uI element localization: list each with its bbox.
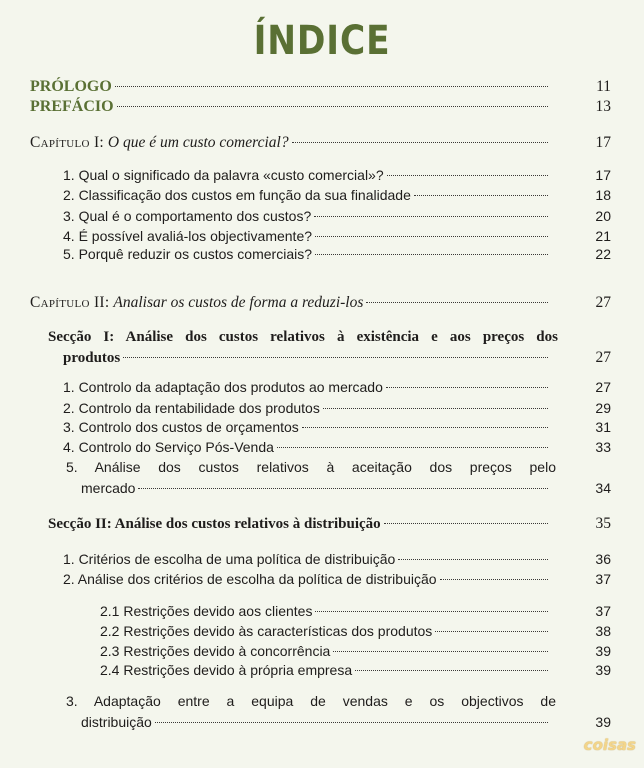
- toc-subitem-page: 37: [595, 603, 611, 619]
- toc-item[interactable]: [0, 568, 644, 590]
- toc-subitem-label: 2.3 Restrições devido à concorrência: [100, 643, 331, 659]
- toc-entry-page: 13: [595, 98, 611, 115]
- toc-subitem[interactable]: [0, 600, 644, 622]
- toc-item-label-line-1: 3. Adaptação entre a equipa de vendas e os objectivos de: [66, 693, 556, 709]
- dot-leader: [355, 670, 548, 671]
- toc-item-page: 34: [595, 480, 611, 496]
- dot-leader: [115, 86, 548, 87]
- dot-leader: [387, 175, 548, 176]
- dot-leader: [398, 559, 548, 560]
- chapter-prefix: Capítulo I:: [30, 134, 105, 151]
- toc-item[interactable]: [0, 164, 644, 186]
- toc-entry-prologo[interactable]: [0, 76, 644, 98]
- toc-item-label-line-1: 5. Análise dos custos relativos à aceitação dos preços pelo: [66, 459, 556, 475]
- toc-item-label: 4. É possível avaliá-los objectivamente?: [63, 228, 313, 244]
- toc-item-page: 31: [595, 419, 611, 435]
- chapter-title: O que é um custo comercial?: [107, 134, 289, 151]
- toc-item-page: 20: [595, 208, 611, 224]
- dot-leader: [117, 106, 548, 107]
- toc-item-page: 21: [595, 228, 611, 244]
- toc-chapter-1[interactable]: [0, 132, 644, 154]
- dot-leader: [435, 631, 548, 632]
- section-line-1: Secção I: Análise dos custos relativos à existência e aos preços dos: [48, 329, 558, 345]
- dot-leader: [315, 236, 548, 237]
- chapter-prefix: Capítulo II:: [30, 294, 110, 311]
- toc-item-label: 1. Qual o significado da palavra «custo comercial»?: [63, 167, 384, 183]
- toc-subitem-label: 2.2 Restrições devido às características dos produtos: [100, 623, 433, 639]
- dot-leader: [386, 387, 548, 388]
- toc-item-page: 29: [595, 400, 611, 416]
- toc-item[interactable]: [0, 376, 644, 398]
- toc-entry-page: 27: [595, 294, 611, 311]
- dot-leader: [323, 408, 548, 409]
- toc-item[interactable]: [0, 436, 644, 458]
- toc-subitem-label: 2.1 Restrições devido aos clientes: [100, 603, 313, 619]
- dot-leader: [414, 195, 548, 196]
- dot-leader: [333, 651, 548, 652]
- toc-item-label: 5. Porquê reduzir os custos comerciais?: [63, 246, 312, 262]
- dot-leader: [366, 302, 548, 303]
- toc-section-1[interactable]: [0, 327, 644, 369]
- dot-leader: [302, 427, 548, 428]
- dot-leader: [277, 447, 548, 448]
- toc-item-label: 2. Controlo da rentabilidade dos produtos: [63, 400, 320, 416]
- dot-leader: [384, 523, 548, 524]
- dot-leader: [123, 357, 548, 358]
- toc-item[interactable]: [0, 205, 644, 227]
- toc-entry-page: 17: [595, 134, 611, 151]
- toc-entry-page: 27: [595, 349, 611, 366]
- dot-leader: [155, 722, 548, 723]
- toc-item[interactable]: [0, 184, 644, 206]
- chapter-title: Analisar os custos de forma a reduzi-los: [113, 294, 364, 311]
- dot-leader: [292, 142, 548, 143]
- toc-subitem-page: 39: [595, 643, 611, 659]
- toc-item-page: 36: [595, 551, 611, 567]
- toc-item-page: 39: [595, 714, 611, 730]
- toc-item-page: 17: [595, 167, 611, 183]
- toc-subitem-page: 38: [595, 623, 611, 639]
- toc-subitem[interactable]: [0, 620, 644, 642]
- toc-section-2[interactable]: [0, 513, 644, 535]
- toc-item-label: 3. Qual é o comportamento dos custos?: [63, 208, 312, 224]
- dot-leader: [314, 216, 548, 217]
- toc-entry-label: PRÓLOGO: [30, 78, 112, 95]
- section-line-2: produtos: [63, 350, 121, 366]
- toc-item-label: 1. Critérios de escolha de uma política de distribuição: [63, 551, 396, 567]
- watermark-logo: coisas: [583, 736, 636, 754]
- page-title: ÍNDICE: [253, 18, 391, 64]
- toc-item[interactable]: [0, 243, 644, 265]
- toc-item-page: 27: [595, 379, 611, 395]
- toc-item-page: 18: [595, 187, 611, 203]
- toc-item[interactable]: [0, 416, 644, 438]
- toc-entry-prefacio[interactable]: [0, 96, 644, 118]
- toc-subitem-label: 2.4 Restrições devido à própria empresa: [100, 662, 353, 678]
- toc-entry-label: PREFÁCIO: [30, 98, 114, 115]
- toc-item-label: 2. Classificação dos custos em função da sua finalidade: [63, 187, 411, 203]
- toc-item[interactable]: [0, 691, 644, 733]
- toc-item[interactable]: [0, 548, 644, 570]
- toc-item-label-line-2: distribuição: [81, 714, 152, 730]
- toc-entry-page: 11: [596, 78, 611, 95]
- toc-item-label: 2. Análise dos critérios de escolha da política de distribuição: [63, 571, 437, 587]
- toc-section-label: Secção II: Análise dos custos relativos à distribuição: [48, 516, 381, 532]
- toc-item-label: 1. Controlo da adaptação dos produtos ao mercado: [63, 379, 383, 395]
- toc-chapter-2[interactable]: [0, 292, 644, 314]
- toc-entry-page: 35: [595, 515, 611, 532]
- toc-item[interactable]: [0, 457, 644, 499]
- dot-leader: [138, 488, 548, 489]
- dot-leader: [315, 611, 548, 612]
- toc-item-page: 37: [595, 571, 611, 587]
- dot-leader: [315, 254, 548, 255]
- toc-item-label: 3. Controlo dos custos de orçamentos: [63, 419, 299, 435]
- toc-item-label-line-2: mercado: [81, 480, 136, 496]
- toc-item-label: 4. Controlo do Serviço Pós-Venda: [63, 439, 274, 455]
- toc-subitem-page: 39: [595, 662, 611, 678]
- toc-item-page: 22: [595, 246, 611, 262]
- toc-item-page: 33: [595, 439, 611, 455]
- dot-leader: [440, 579, 548, 580]
- toc-subitem[interactable]: [0, 659, 644, 681]
